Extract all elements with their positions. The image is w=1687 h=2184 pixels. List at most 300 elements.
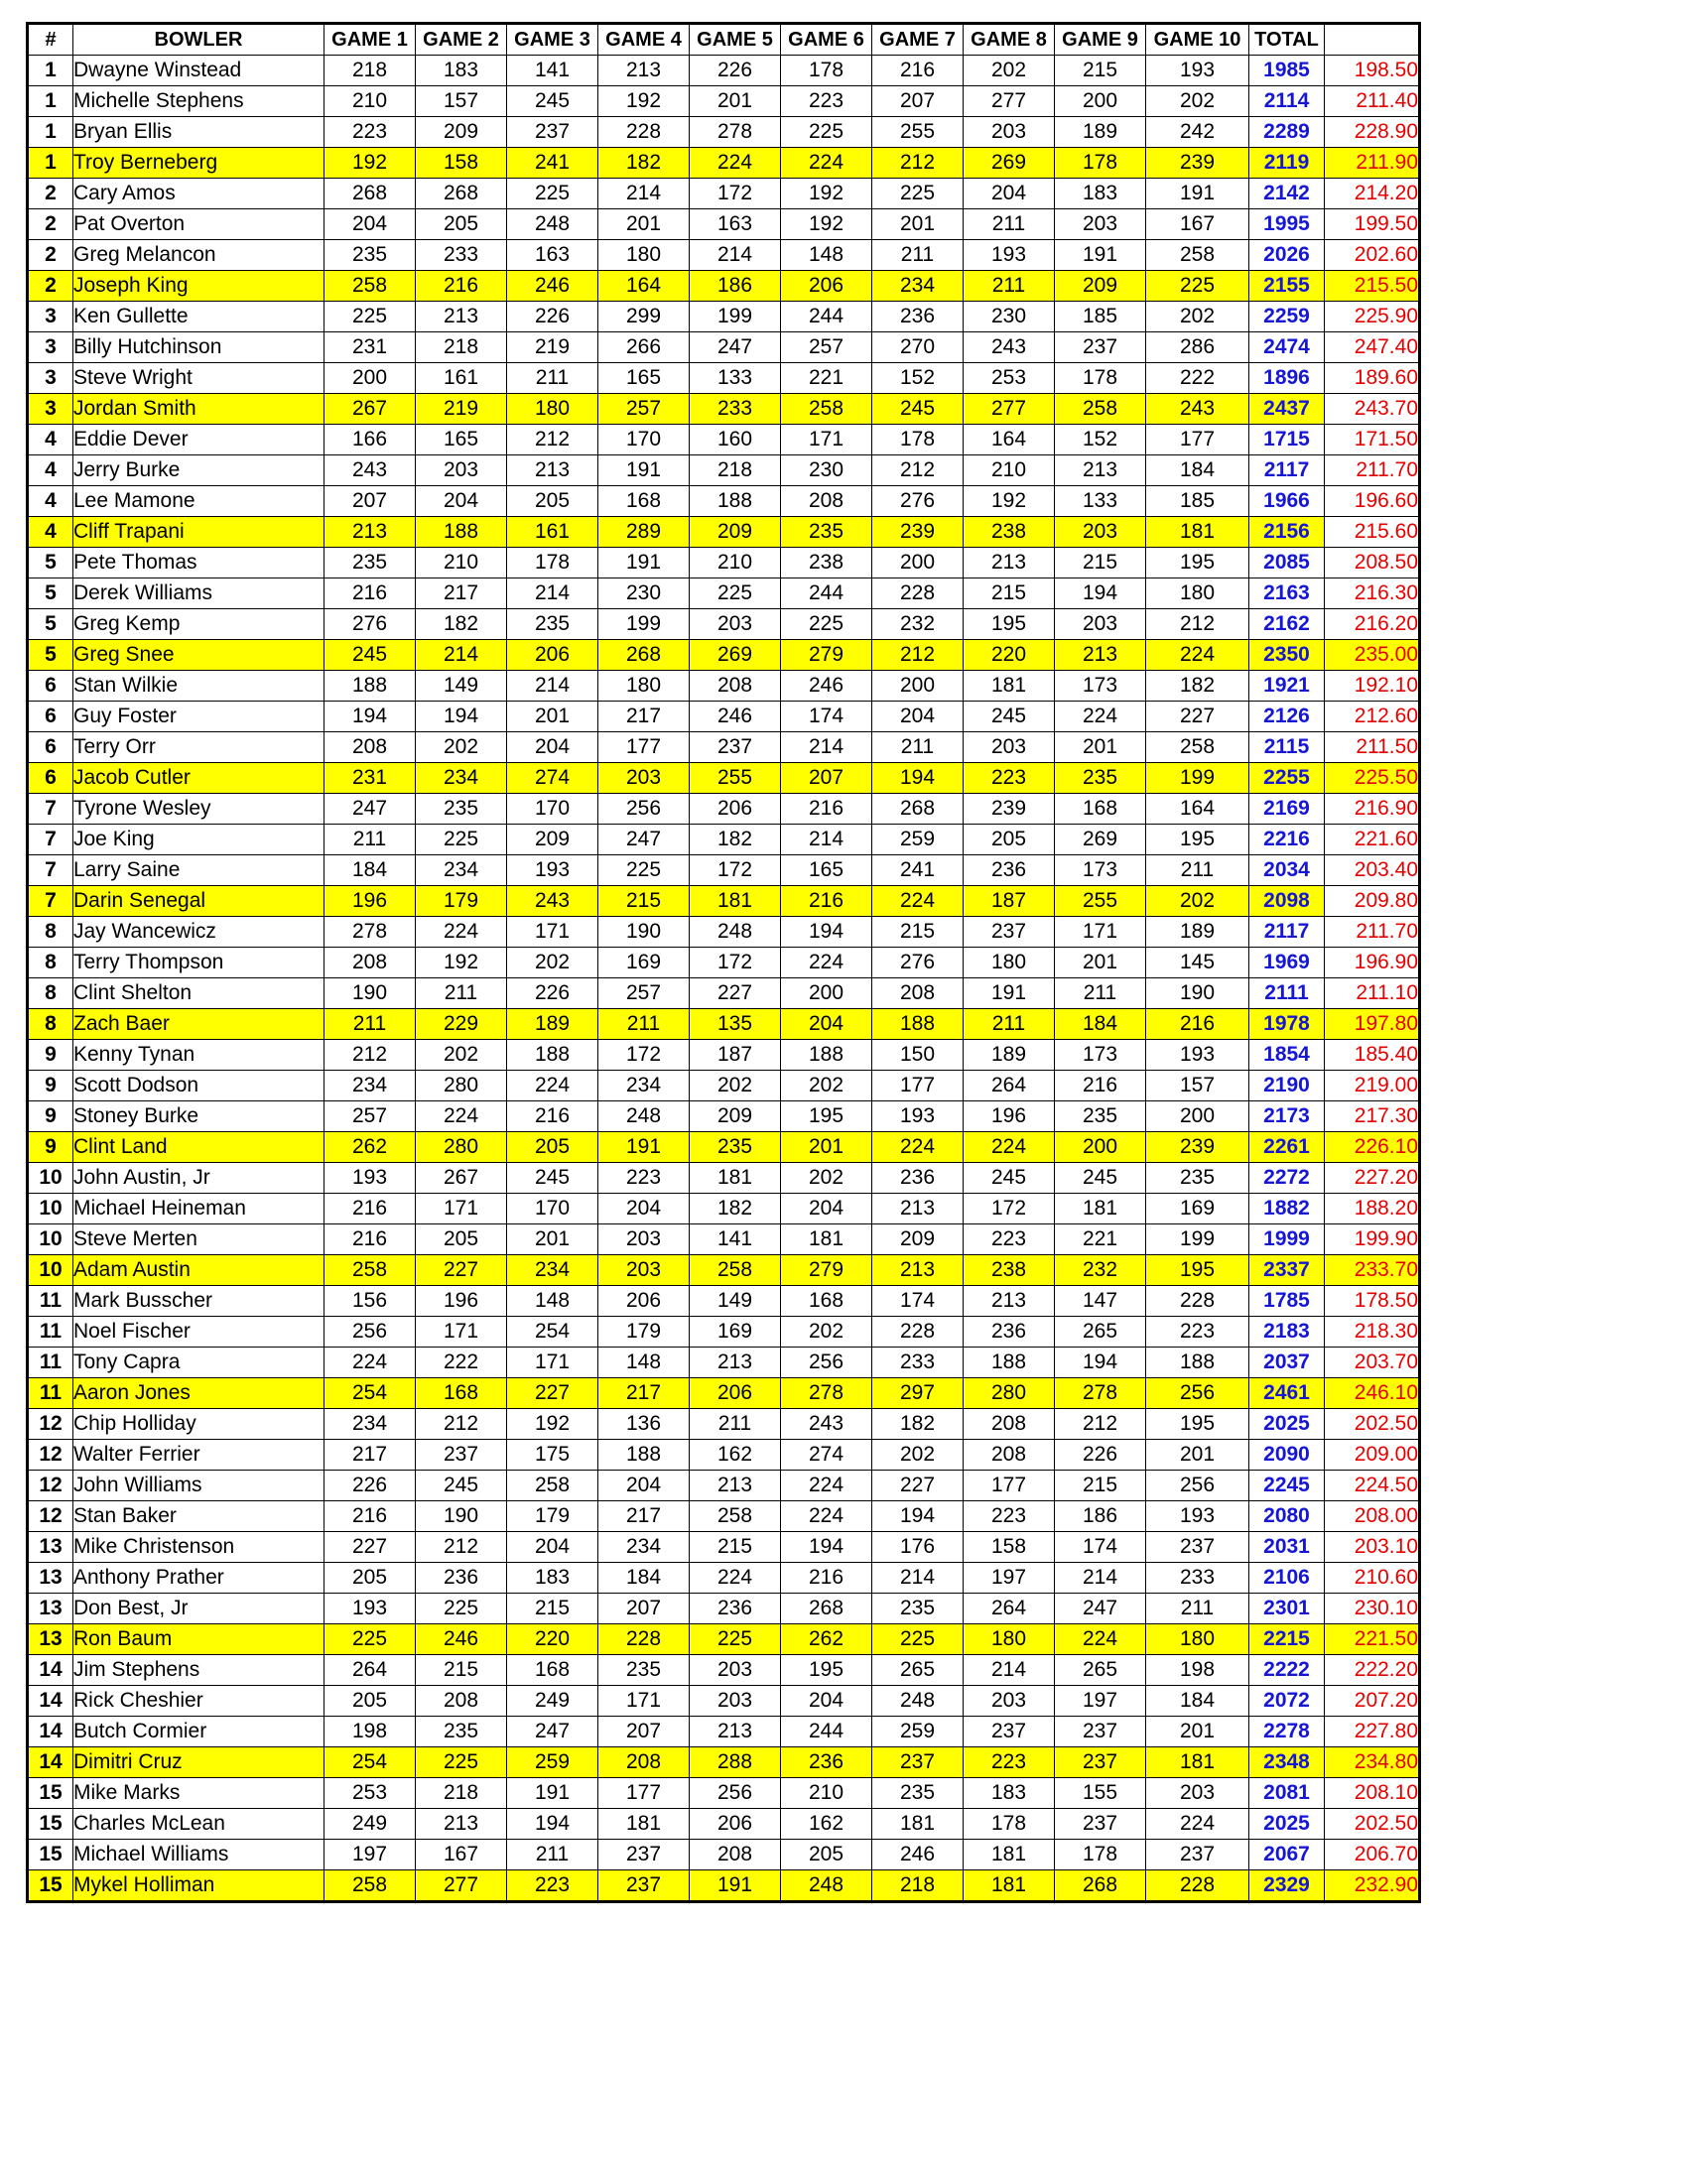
game-4-cell: 234	[598, 1532, 690, 1563]
total-cell: 2278	[1249, 1717, 1325, 1747]
game-2-cell: 165	[416, 425, 507, 455]
average-cell: 212.60	[1325, 702, 1420, 732]
game-6-cell: 279	[781, 640, 872, 671]
game-10-cell: 190	[1146, 978, 1249, 1009]
game-10-cell: 202	[1146, 886, 1249, 917]
average-cell: 202.50	[1325, 1809, 1420, 1840]
total-cell: 2350	[1249, 640, 1325, 671]
game-2-cell: 277	[416, 1870, 507, 1902]
game-10-cell: 199	[1146, 763, 1249, 794]
bowler-name-cell: Chip Holliday	[73, 1409, 324, 1440]
average-cell: 224.50	[1325, 1471, 1420, 1501]
average-cell: 222.20	[1325, 1655, 1420, 1686]
game-2-cell: 204	[416, 486, 507, 517]
total-cell: 2111	[1249, 978, 1325, 1009]
average-cell: 171.50	[1325, 425, 1420, 455]
game-10-cell: 223	[1146, 1317, 1249, 1348]
game-1-cell: 258	[324, 1870, 416, 1902]
average-cell: 209.00	[1325, 1440, 1420, 1471]
rank-cell: 10	[28, 1224, 73, 1255]
game-3-cell: 204	[507, 732, 598, 763]
table-row	[28, 302, 1420, 332]
table-row	[28, 517, 1420, 548]
total-cell: 2183	[1249, 1317, 1325, 1348]
game-6-cell: 202	[781, 1163, 872, 1194]
total-cell: 2289	[1249, 117, 1325, 148]
table-row	[28, 671, 1420, 702]
game-6-cell: 224	[781, 148, 872, 179]
game-1-cell: 211	[324, 825, 416, 855]
game-9-cell: 211	[1055, 978, 1146, 1009]
game-7-cell: 212	[872, 640, 964, 671]
bowler-name-cell: Don Best, Jr	[73, 1594, 324, 1624]
game-2-cell: 225	[416, 1594, 507, 1624]
game-7-cell: 232	[872, 609, 964, 640]
total-cell: 2216	[1249, 825, 1325, 855]
rank-cell: 9	[28, 1101, 73, 1132]
bowler-name-cell: Joseph King	[73, 271, 324, 302]
game-9-cell: 184	[1055, 1009, 1146, 1040]
table-row	[28, 1747, 1420, 1778]
average-cell: 199.50	[1325, 209, 1420, 240]
game-3-cell: 170	[507, 1194, 598, 1224]
game-1-cell: 234	[324, 1071, 416, 1101]
header-game-1: GAME 1	[324, 24, 416, 56]
game-7-cell: 234	[872, 271, 964, 302]
game-5-cell: 269	[690, 640, 781, 671]
game-8-cell: 197	[964, 1563, 1055, 1594]
game-5-cell: 203	[690, 1655, 781, 1686]
game-5-cell: 203	[690, 609, 781, 640]
game-5-cell: 258	[690, 1501, 781, 1532]
average-cell: 208.10	[1325, 1778, 1420, 1809]
game-8-cell: 181	[964, 671, 1055, 702]
table-row	[28, 702, 1420, 732]
game-8-cell: 189	[964, 1040, 1055, 1071]
table-row	[28, 732, 1420, 763]
header-bowler: BOWLER	[73, 24, 324, 56]
rank-cell: 6	[28, 702, 73, 732]
game-3-cell: 234	[507, 1255, 598, 1286]
game-2-cell: 212	[416, 1409, 507, 1440]
total-cell: 2190	[1249, 1071, 1325, 1101]
game-2-cell: 225	[416, 1747, 507, 1778]
table-row	[28, 578, 1420, 609]
game-1-cell: 264	[324, 1655, 416, 1686]
rank-cell: 14	[28, 1686, 73, 1717]
total-cell: 2156	[1249, 517, 1325, 548]
game-10-cell: 180	[1146, 1624, 1249, 1655]
game-2-cell: 213	[416, 302, 507, 332]
game-8-cell: 195	[964, 609, 1055, 640]
game-3-cell: 178	[507, 548, 598, 578]
game-8-cell: 237	[964, 1717, 1055, 1747]
game-3-cell: 223	[507, 1870, 598, 1902]
game-3-cell: 193	[507, 855, 598, 886]
rank-cell: 7	[28, 886, 73, 917]
bowler-name-cell: Ken Gullette	[73, 302, 324, 332]
game-1-cell: 278	[324, 917, 416, 948]
game-1-cell: 213	[324, 517, 416, 548]
game-3-cell: 214	[507, 671, 598, 702]
table-row	[28, 486, 1420, 517]
game-6-cell: 202	[781, 1071, 872, 1101]
total-cell: 1896	[1249, 363, 1325, 394]
game-10-cell: 211	[1146, 855, 1249, 886]
game-3-cell: 227	[507, 1378, 598, 1409]
game-7-cell: 297	[872, 1378, 964, 1409]
game-2-cell: 188	[416, 517, 507, 548]
table-row	[28, 1471, 1420, 1501]
game-4-cell: 247	[598, 825, 690, 855]
game-3-cell: 161	[507, 517, 598, 548]
game-4-cell: 206	[598, 1286, 690, 1317]
game-2-cell: 224	[416, 917, 507, 948]
average-cell: 215.60	[1325, 517, 1420, 548]
game-6-cell: 168	[781, 1286, 872, 1317]
game-3-cell: 202	[507, 948, 598, 978]
game-7-cell: 276	[872, 948, 964, 978]
game-2-cell: 192	[416, 948, 507, 978]
table-row	[28, 1378, 1420, 1409]
game-8-cell: 211	[964, 271, 1055, 302]
game-8-cell: 277	[964, 86, 1055, 117]
game-5-cell: 211	[690, 1409, 781, 1440]
game-8-cell: 223	[964, 1501, 1055, 1532]
game-1-cell: 223	[324, 117, 416, 148]
total-cell: 2037	[1249, 1348, 1325, 1378]
game-8-cell: 245	[964, 702, 1055, 732]
game-4-cell: 228	[598, 1624, 690, 1655]
table-row	[28, 117, 1420, 148]
game-9-cell: 235	[1055, 1101, 1146, 1132]
game-3-cell: 180	[507, 394, 598, 425]
game-5-cell: 182	[690, 1194, 781, 1224]
game-7-cell: 194	[872, 1501, 964, 1532]
game-9-cell: 232	[1055, 1255, 1146, 1286]
average-cell: 178.50	[1325, 1286, 1420, 1317]
table-row	[28, 86, 1420, 117]
total-cell: 2067	[1249, 1840, 1325, 1870]
game-10-cell: 225	[1146, 271, 1249, 302]
bowler-name-cell: Guy Foster	[73, 702, 324, 732]
table-row	[28, 1071, 1420, 1101]
game-10-cell: 184	[1146, 455, 1249, 486]
bowler-name-cell: Billy Hutchinson	[73, 332, 324, 363]
game-4-cell: 180	[598, 671, 690, 702]
game-9-cell: 171	[1055, 917, 1146, 948]
game-7-cell: 176	[872, 1532, 964, 1563]
bowler-name-cell: Greg Snee	[73, 640, 324, 671]
average-cell: 211.70	[1325, 917, 1420, 948]
game-1-cell: 256	[324, 1317, 416, 1348]
game-9-cell: 178	[1055, 363, 1146, 394]
game-8-cell: 223	[964, 1224, 1055, 1255]
rank-cell: 10	[28, 1255, 73, 1286]
game-3-cell: 183	[507, 1563, 598, 1594]
game-2-cell: 194	[416, 702, 507, 732]
game-4-cell: 211	[598, 1009, 690, 1040]
table-row	[28, 148, 1420, 179]
game-7-cell: 259	[872, 825, 964, 855]
game-7-cell: 235	[872, 1778, 964, 1809]
total-cell: 2115	[1249, 732, 1325, 763]
game-10-cell: 180	[1146, 578, 1249, 609]
game-5-cell: 258	[690, 1255, 781, 1286]
game-6-cell: 201	[781, 1132, 872, 1163]
average-cell: 233.70	[1325, 1255, 1420, 1286]
rank-cell: 6	[28, 671, 73, 702]
game-8-cell: 223	[964, 1747, 1055, 1778]
bowler-name-cell: Rick Cheshier	[73, 1686, 324, 1717]
game-8-cell: 223	[964, 763, 1055, 794]
game-1-cell: 224	[324, 1348, 416, 1378]
game-9-cell: 178	[1055, 1840, 1146, 1870]
bowler-name-cell: John Austin, Jr	[73, 1163, 324, 1194]
rank-cell: 6	[28, 763, 73, 794]
game-1-cell: 156	[324, 1286, 416, 1317]
game-8-cell: 211	[964, 1009, 1055, 1040]
game-9-cell: 203	[1055, 209, 1146, 240]
game-10-cell: 242	[1146, 117, 1249, 148]
game-5-cell: 214	[690, 240, 781, 271]
game-3-cell: 204	[507, 1532, 598, 1563]
average-cell: 243.70	[1325, 394, 1420, 425]
game-4-cell: 289	[598, 517, 690, 548]
bowler-name-cell: Troy Berneberg	[73, 148, 324, 179]
total-cell: 2106	[1249, 1563, 1325, 1594]
game-4-cell: 204	[598, 1471, 690, 1501]
game-2-cell: 202	[416, 732, 507, 763]
game-7-cell: 248	[872, 1686, 964, 1717]
game-9-cell: 181	[1055, 1194, 1146, 1224]
average-cell: 228.90	[1325, 117, 1420, 148]
rank-cell: 12	[28, 1440, 73, 1471]
game-6-cell: 230	[781, 455, 872, 486]
game-2-cell: 268	[416, 179, 507, 209]
game-7-cell: 177	[872, 1071, 964, 1101]
game-3-cell: 209	[507, 825, 598, 855]
game-7-cell: 216	[872, 56, 964, 86]
game-2-cell: 158	[416, 148, 507, 179]
header-game-7: GAME 7	[872, 24, 964, 56]
average-cell: 217.30	[1325, 1101, 1420, 1132]
game-8-cell: 236	[964, 1317, 1055, 1348]
game-4-cell: 204	[598, 1194, 690, 1224]
game-8-cell: 253	[964, 363, 1055, 394]
rank-cell: 15	[28, 1778, 73, 1809]
average-cell: 225.50	[1325, 763, 1420, 794]
game-8-cell: 280	[964, 1378, 1055, 1409]
game-9-cell: 197	[1055, 1686, 1146, 1717]
game-6-cell: 262	[781, 1624, 872, 1655]
game-5-cell: 206	[690, 1809, 781, 1840]
game-10-cell: 224	[1146, 640, 1249, 671]
game-2-cell: 234	[416, 763, 507, 794]
game-3-cell: 148	[507, 1286, 598, 1317]
total-cell: 2025	[1249, 1409, 1325, 1440]
game-10-cell: 193	[1146, 1040, 1249, 1071]
game-8-cell: 245	[964, 1163, 1055, 1194]
game-5-cell: 246	[690, 702, 781, 732]
game-4-cell: 177	[598, 732, 690, 763]
game-6-cell: 204	[781, 1194, 872, 1224]
game-6-cell: 244	[781, 1717, 872, 1747]
game-5-cell: 235	[690, 1132, 781, 1163]
average-cell: 225.90	[1325, 302, 1420, 332]
game-4-cell: 257	[598, 978, 690, 1009]
bowler-name-cell: Tyrone Wesley	[73, 794, 324, 825]
rank-cell: 11	[28, 1286, 73, 1317]
game-9-cell: 213	[1055, 455, 1146, 486]
header-game-3: GAME 3	[507, 24, 598, 56]
total-cell: 1969	[1249, 948, 1325, 978]
game-5-cell: 141	[690, 1224, 781, 1255]
game-1-cell: 234	[324, 1409, 416, 1440]
game-6-cell: 204	[781, 1009, 872, 1040]
game-8-cell: 180	[964, 1624, 1055, 1655]
game-6-cell: 243	[781, 1409, 872, 1440]
game-7-cell: 211	[872, 732, 964, 763]
bowler-name-cell: Stan Baker	[73, 1501, 324, 1532]
table-row	[28, 1348, 1420, 1378]
table-row	[28, 1317, 1420, 1348]
game-8-cell: 213	[964, 548, 1055, 578]
game-2-cell: 157	[416, 86, 507, 117]
game-9-cell: 183	[1055, 179, 1146, 209]
game-5-cell: 215	[690, 1532, 781, 1563]
average-cell: 221.50	[1325, 1624, 1420, 1655]
game-1-cell: 197	[324, 1840, 416, 1870]
game-10-cell: 233	[1146, 1563, 1249, 1594]
rank-cell: 3	[28, 302, 73, 332]
game-8-cell: 220	[964, 640, 1055, 671]
game-6-cell: 248	[781, 1870, 872, 1902]
game-5-cell: 226	[690, 56, 781, 86]
game-6-cell: 208	[781, 486, 872, 517]
game-7-cell: 224	[872, 886, 964, 917]
table-row	[28, 1501, 1420, 1532]
table-row	[28, 179, 1420, 209]
game-8-cell: 180	[964, 948, 1055, 978]
game-5-cell: 203	[690, 1686, 781, 1717]
game-2-cell: 235	[416, 1717, 507, 1747]
game-8-cell: 238	[964, 1255, 1055, 1286]
rank-cell: 2	[28, 271, 73, 302]
game-5-cell: 224	[690, 1563, 781, 1594]
game-8-cell: 203	[964, 1686, 1055, 1717]
game-7-cell: 246	[872, 1840, 964, 1870]
game-8-cell: 277	[964, 394, 1055, 425]
rank-cell: 3	[28, 332, 73, 363]
game-1-cell: 235	[324, 548, 416, 578]
bowler-name-cell: Stan Wilkie	[73, 671, 324, 702]
rank-cell: 3	[28, 363, 73, 394]
game-3-cell: 235	[507, 609, 598, 640]
game-3-cell: 247	[507, 1717, 598, 1747]
game-8-cell: 239	[964, 794, 1055, 825]
average-cell: 216.30	[1325, 578, 1420, 609]
game-7-cell: 181	[872, 1809, 964, 1840]
game-3-cell: 225	[507, 179, 598, 209]
bowler-name-cell: Clint Land	[73, 1132, 324, 1163]
game-3-cell: 212	[507, 425, 598, 455]
game-2-cell: 168	[416, 1378, 507, 1409]
game-5-cell: 191	[690, 1870, 781, 1902]
game-7-cell: 212	[872, 455, 964, 486]
game-6-cell: 238	[781, 548, 872, 578]
game-2-cell: 171	[416, 1317, 507, 1348]
game-6-cell: 178	[781, 56, 872, 86]
game-10-cell: 185	[1146, 486, 1249, 517]
game-9-cell: 212	[1055, 1409, 1146, 1440]
rank-cell: 12	[28, 1471, 73, 1501]
game-8-cell: 264	[964, 1594, 1055, 1624]
rank-cell: 1	[28, 56, 73, 86]
average-cell: 226.10	[1325, 1132, 1420, 1163]
game-5-cell: 135	[690, 1009, 781, 1040]
game-3-cell: 237	[507, 117, 598, 148]
game-3-cell: 189	[507, 1009, 598, 1040]
average-cell: 219.00	[1325, 1071, 1420, 1101]
game-4-cell: 177	[598, 1778, 690, 1809]
game-9-cell: 224	[1055, 1624, 1146, 1655]
game-10-cell: 235	[1146, 1163, 1249, 1194]
average-cell: 230.10	[1325, 1594, 1420, 1624]
game-3-cell: 188	[507, 1040, 598, 1071]
game-4-cell: 208	[598, 1747, 690, 1778]
game-4-cell: 207	[598, 1717, 690, 1747]
game-1-cell: 210	[324, 86, 416, 117]
game-10-cell: 193	[1146, 56, 1249, 86]
game-1-cell: 258	[324, 271, 416, 302]
game-9-cell: 189	[1055, 117, 1146, 148]
game-9-cell: 237	[1055, 1747, 1146, 1778]
average-cell: 211.10	[1325, 978, 1420, 1009]
rank-cell: 12	[28, 1501, 73, 1532]
bowler-name-cell: Mark Busscher	[73, 1286, 324, 1317]
total-cell: 2245	[1249, 1471, 1325, 1501]
game-10-cell: 189	[1146, 917, 1249, 948]
average-cell: 215.50	[1325, 271, 1420, 302]
game-7-cell: 224	[872, 1132, 964, 1163]
header-game-10: GAME 10	[1146, 24, 1249, 56]
game-1-cell: 225	[324, 302, 416, 332]
game-1-cell: 257	[324, 1101, 416, 1132]
game-8-cell: 172	[964, 1194, 1055, 1224]
average-cell: 199.90	[1325, 1224, 1420, 1255]
game-7-cell: 228	[872, 578, 964, 609]
game-6-cell: 216	[781, 794, 872, 825]
game-8-cell: 181	[964, 1870, 1055, 1902]
header-total: TOTAL	[1249, 24, 1325, 56]
bowler-name-cell: Darin Senegal	[73, 886, 324, 917]
rank-cell: 9	[28, 1132, 73, 1163]
game-3-cell: 201	[507, 1224, 598, 1255]
game-10-cell: 167	[1146, 209, 1249, 240]
game-8-cell: 183	[964, 1778, 1055, 1809]
average-cell: 202.50	[1325, 1409, 1420, 1440]
game-5-cell: 163	[690, 209, 781, 240]
total-cell: 2337	[1249, 1255, 1325, 1286]
rank-cell: 13	[28, 1594, 73, 1624]
game-1-cell: 192	[324, 148, 416, 179]
game-4-cell: 179	[598, 1317, 690, 1348]
game-10-cell: 199	[1146, 1224, 1249, 1255]
game-8-cell: 191	[964, 978, 1055, 1009]
game-5-cell: 169	[690, 1317, 781, 1348]
game-6-cell: 165	[781, 855, 872, 886]
